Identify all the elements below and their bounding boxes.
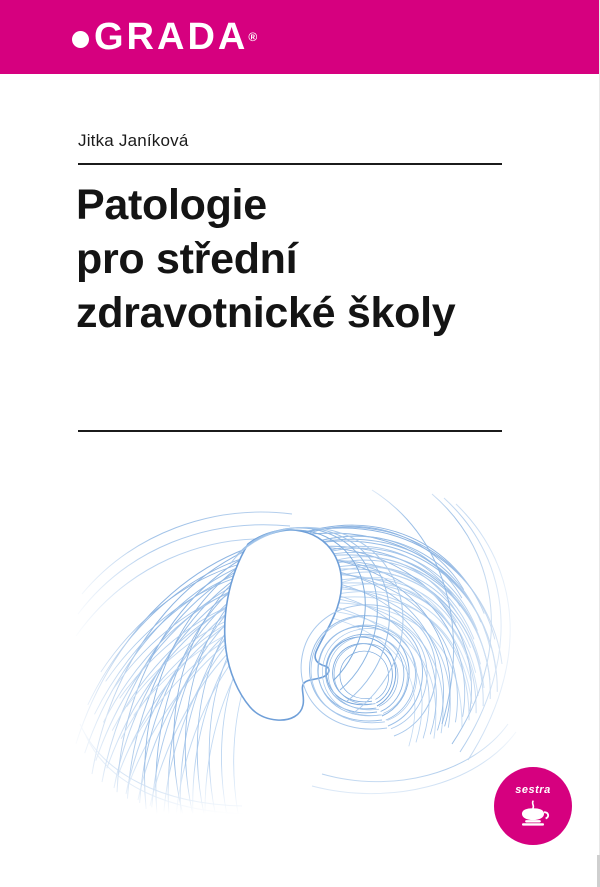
author-name: Jitka Janíková <box>78 131 189 150</box>
page-title <box>76 178 546 340</box>
oil-lamp-icon <box>514 798 552 828</box>
cover-artwork <box>72 474 528 814</box>
badge-label: sestra <box>515 784 551 796</box>
trademark-symbol: ® <box>248 30 258 44</box>
publisher-name: GRADA <box>94 16 249 58</box>
divider-top <box>78 163 502 165</box>
sestra-badge <box>494 767 572 845</box>
circle-dot-icon <box>72 31 89 48</box>
grada-logo <box>72 17 257 57</box>
title-line-1: Patologie <box>76 181 267 229</box>
divider-bottom <box>78 430 502 432</box>
title-line-2: pro střední <box>76 235 298 283</box>
title-line-3: zdravotnické školy <box>76 289 456 337</box>
